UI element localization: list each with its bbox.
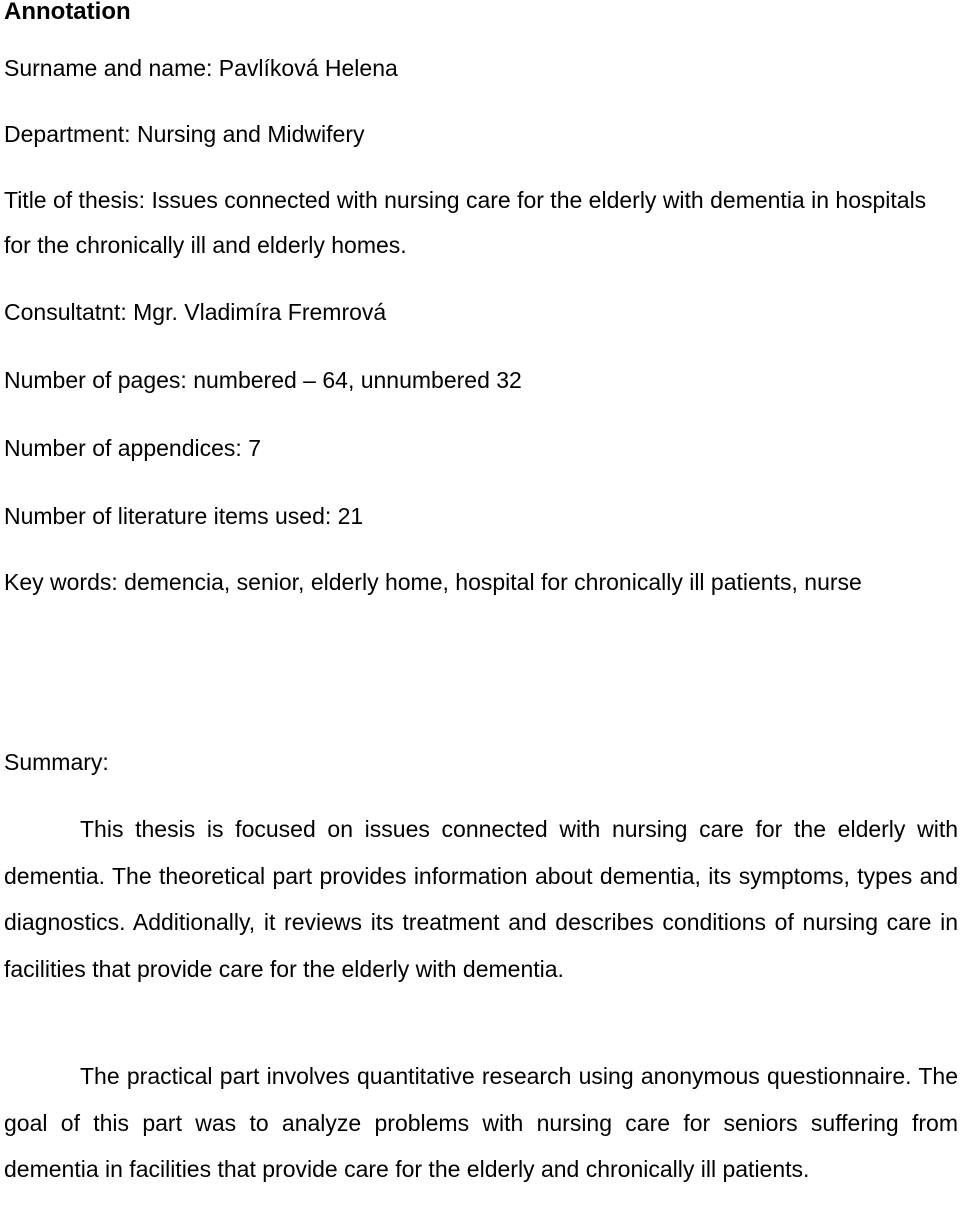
keywords-value: demencia, senior, elderly home, hospital for chronically ill patients, nurse bbox=[124, 569, 862, 595]
pages-label: Number of pages: bbox=[4, 367, 187, 393]
summary-label: Summary: bbox=[4, 749, 109, 775]
summary-paragraph-theory: This thesis is focused on issues connected with nursing care for the elderly with dementia. The theoretical part provides information about dementia, its symptoms, types and diagnostics. Additionally, it reviews its treatment and describes conditions of nursing care in facilities that provide care for the elderly with dementia. bbox=[4, 816, 958, 982]
appendices-value: 7 bbox=[248, 435, 261, 461]
literature-line bbox=[4, 494, 363, 539]
keywords-line bbox=[4, 560, 958, 605]
summary-paragraph-practice: The practical part involves quantitative research using anonymous questionnaire. The goal of this part was to analyze problems with nursing care for seniors suffering from dementia in facilities that provide care for the elderly and chronically ill patients. bbox=[4, 1063, 958, 1182]
keywords-label: Key words: bbox=[4, 569, 118, 595]
department-line bbox=[4, 112, 364, 157]
consultant-label: Consultatnt: bbox=[4, 299, 127, 325]
literature-label: Number of literature items used: bbox=[4, 503, 332, 529]
pages-line bbox=[4, 358, 522, 403]
pages-value: numbered – 64, unnumbered 32 bbox=[193, 367, 522, 393]
thesis-title-value: Issues connected with nursing care for the elderly with dementia in hospitals for the chronically ill and elderly homes. bbox=[4, 187, 927, 258]
thesis-title-line bbox=[4, 178, 958, 268]
author-label: Surname and name: bbox=[4, 55, 213, 81]
appendices-label: Number of appendices: bbox=[4, 435, 242, 461]
department-label: Department: bbox=[4, 121, 131, 147]
consultant-value: Mgr. Vladimíra Fremrová bbox=[133, 299, 387, 325]
page-title: Annotation bbox=[4, 0, 131, 25]
appendices-line bbox=[4, 426, 261, 471]
author-value: Pavlíková Helena bbox=[218, 55, 398, 81]
consultant-line bbox=[4, 290, 386, 335]
department-value: Nursing and Midwifery bbox=[136, 121, 365, 147]
literature-value: 21 bbox=[337, 503, 364, 529]
thesis-title-label: Title of thesis: bbox=[4, 187, 146, 213]
author-line bbox=[4, 46, 398, 91]
